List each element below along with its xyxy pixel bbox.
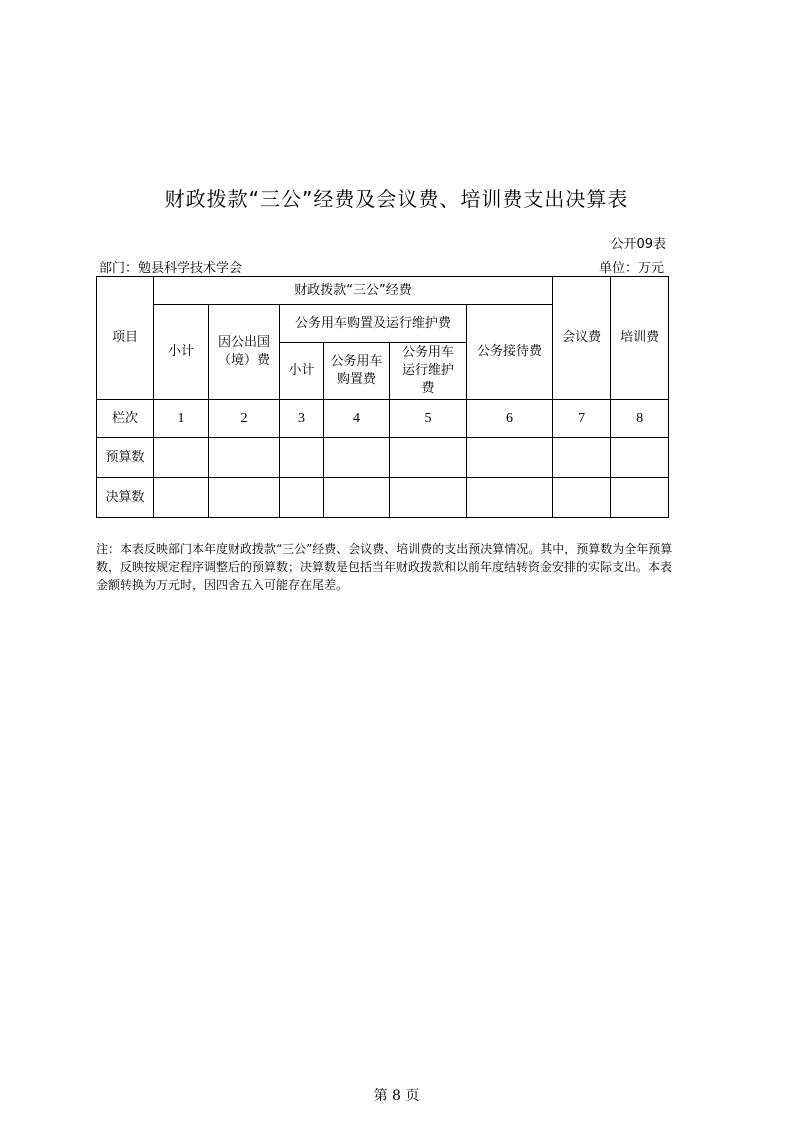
budget-cell: [553, 438, 611, 478]
budget-row-label: 预算数: [97, 438, 154, 478]
header-meeting: 会议费: [553, 277, 611, 400]
header-reception: 公务接待费: [467, 305, 553, 400]
budget-cell: [209, 438, 280, 478]
department-label: 部门：勉县科学技术学会: [99, 261, 243, 276]
budget-cell: [324, 438, 390, 478]
unit-label: 单位：万元: [598, 261, 664, 276]
header-abroad: 因公出国（境）费: [209, 305, 280, 400]
final-cell: [467, 478, 553, 518]
header-training: 培训费: [611, 277, 669, 400]
column-number: 5: [390, 400, 467, 438]
budget-cell: [154, 438, 209, 478]
final-cell: [390, 478, 467, 518]
table-note: 注：本表反映部门本年度财政拨款“三公”经费、会议费、培训费的支出预决算情况。其中，预算数为全年预算数，反映按规定程序调整后的预算数；决算数是包括当年财政拨款和以前年度结转资金安排的实际支出。本表金额转换为万元时，因四舍五入可能存在尾差。: [96, 542, 673, 592]
column-row-label: 栏次: [97, 400, 154, 438]
budget-cell: [467, 438, 553, 478]
form-code: 公开09表: [610, 237, 666, 252]
final-cell: [553, 478, 611, 518]
header-vehicle-subtotal: 小计: [280, 343, 324, 400]
column-number: 4: [324, 400, 390, 438]
final-cell: [324, 478, 390, 518]
header-subtotal: 小计: [154, 305, 209, 400]
column-number: 1: [154, 400, 209, 438]
header-three-public: 财政拨款“三公”经费: [154, 277, 553, 305]
column-number: 3: [280, 400, 324, 438]
column-number: 2: [209, 400, 280, 438]
budget-cell: [390, 438, 467, 478]
header-vehicle-purchase: 公务用车购置费: [324, 343, 390, 400]
page-title: 财政拨款“三公”经费及会议费、培训费支出决算表: [164, 187, 629, 211]
column-number: 6: [467, 400, 553, 438]
budget-cell: [611, 438, 669, 478]
header-vehicle-group: 公务用车购置及运行维护费: [280, 305, 467, 343]
final-cell: [209, 478, 280, 518]
column-number: 7: [553, 400, 611, 438]
final-row-label: 决算数: [97, 478, 154, 518]
column-number: 8: [611, 400, 669, 438]
page-number: 第 8 页: [373, 1088, 420, 1104]
final-cell: [154, 478, 209, 518]
final-cell: [280, 478, 324, 518]
header-vehicle-operation: 公务用车运行维护费: [390, 343, 467, 400]
expenditure-table: [96, 276, 669, 518]
budget-cell: [280, 438, 324, 478]
header-item: 项目: [97, 277, 154, 400]
final-cell: [611, 478, 669, 518]
